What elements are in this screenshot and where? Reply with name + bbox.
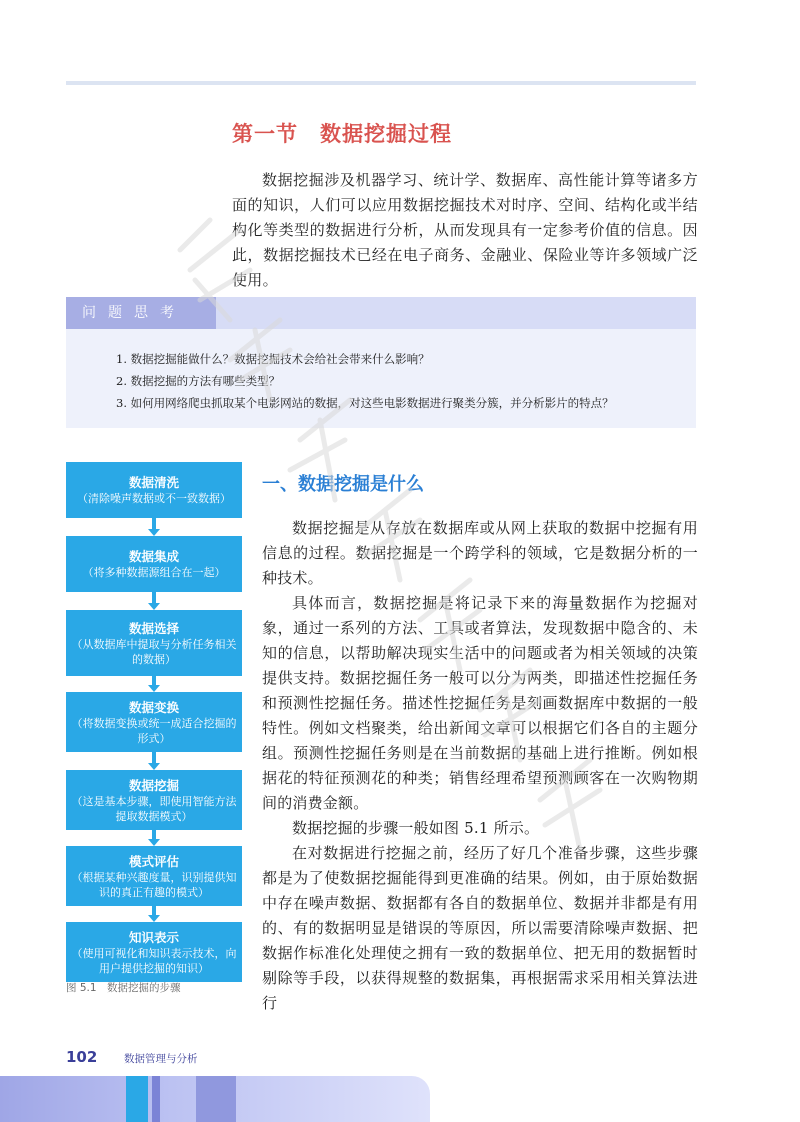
step-arrow	[152, 906, 156, 916]
question-item: 3. 如何用网络爬虫抓取某个电影网站的数据，对这些电影数据进行聚类分簇，并分析影片的特点？	[116, 396, 614, 410]
step-box-cleaning	[66, 462, 242, 518]
step-title: 数据变换	[128, 699, 179, 715]
step-box-transformation	[66, 692, 242, 752]
footer-decoration	[0, 1076, 430, 1122]
section-title: 第一节 数据挖掘过程	[232, 122, 452, 146]
step-desc: （清除噪声数据或不一致数据）	[77, 492, 231, 505]
question-box	[66, 297, 696, 428]
body-paragraph: 数据挖掘的步骤一般如图 5.1 所示。	[292, 819, 540, 837]
figure-caption: 图 5.1 数据挖掘的步骤	[66, 982, 181, 994]
top-rule	[66, 81, 696, 85]
step-desc: （将数据变换或统一成适合挖掘的形式）	[71, 716, 237, 745]
footer-stripe	[152, 1076, 160, 1122]
step-desc: （从数据库中提取与分析任务相关的数据）	[71, 637, 237, 666]
body-paragraph: 在对数据进行挖掘之前，经历了好几个准备步骤，这些步骤都是为了使数据挖掘能得到更准确的结果。例如，由于原始数据中存在噪声数据、数据都有各自的数据单位、数据并非都是有用的、有的数据明显是错误的等原因，所以需要清除噪声数据、把数据作标准化处理使之拥有一致的数据单位、把无用的数据暂时剔除等手段，以获得规整的数据集，再根据需求采用相关算法进行	[262, 844, 698, 1012]
step-arrow	[152, 752, 156, 764]
step-box-integration	[66, 536, 242, 592]
step-title: 数据清洗	[128, 475, 179, 490]
step-box-mining	[66, 770, 242, 830]
question-box-header	[66, 297, 696, 329]
body-paragraph: 具体而言，数据挖掘是将记录下来的海量数据作为挖掘对象，通过一系列的方法、工具或者算法，发现数据中隐含的、未知的信息，以帮助解决现实生活中的问题或者为相关领域的决策提供支持。数据挖掘任务一般可以分为两类，即描述性挖掘任务和预测性挖掘任务。描述性挖掘任务是刻画数据库中数据的一般特性。例如文档聚类，给出新闻文章可以根据它们各自的主题分组。预测性挖掘任务则是在当前数据的基础上进行推断。例如根据花的特征预测花的种类；销售经理希望预测顾客在一次购物期间的消费金额。	[262, 594, 698, 812]
step-title: 数据集成	[128, 549, 179, 564]
book-title: 数据管理与分析	[124, 1053, 198, 1065]
step-box-presentation	[66, 922, 242, 982]
step-desc: （使用可视化和知识表示技术，向用户提供挖掘的知识）	[71, 946, 237, 975]
step-arrow	[152, 592, 156, 604]
page-number: 102	[66, 1048, 98, 1066]
footer-stripe	[196, 1076, 236, 1122]
subsection-heading: 一、数据挖掘是什么	[262, 474, 424, 495]
step-box-evaluation	[66, 846, 242, 906]
step-desc: （根据某种兴趣度量，识别提供知识的真正有趣的模式）	[71, 870, 237, 899]
body-paragraph: 数据挖掘是从存放在数据库或从网上获取的数据中挖掘有用信息的过程。数据挖掘是一个跨学科的领域，它是数据分析的一种技术。	[262, 519, 698, 587]
step-arrow	[152, 830, 156, 840]
step-arrow	[152, 518, 156, 530]
step-title: 数据选择	[128, 620, 179, 636]
step-desc: （将多种数据源组合在一起）	[82, 566, 226, 579]
step-arrow	[152, 676, 156, 686]
intro-paragraph: 数据挖掘涉及机器学习、统计学、数据库、高性能计算等诸多方面的知识，人们可以应用数据挖掘技术对时序、空间、结构化或半结构化等类型的数据进行分析，从而发现具有一定参考价值的信息。因此，数据挖掘技术已经在电子商务、金融业、保险业等许多领域广泛使用。	[232, 171, 698, 289]
step-title: 模式评估	[128, 853, 179, 869]
step-title: 数据挖掘	[128, 777, 179, 793]
step-desc: （这是基本步骤，即使用智能方法提取数据模式）	[71, 794, 237, 823]
body-text	[262, 516, 698, 1016]
footer-stripe	[126, 1076, 148, 1122]
question-item: 1. 数据挖掘能做什么？数据挖掘技术会给社会带来什么影响？	[116, 352, 430, 366]
question-box-title: 问题思考	[66, 297, 216, 329]
question-item: 2. 数据挖掘的方法有哪些类型？	[116, 374, 281, 388]
step-box-selection	[66, 610, 242, 676]
step-title: 知识表示	[128, 929, 179, 945]
question-list	[116, 348, 614, 414]
